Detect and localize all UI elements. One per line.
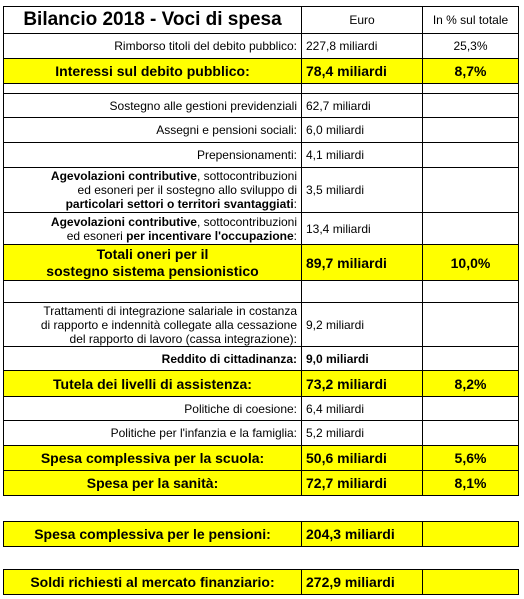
table-row: [4, 118, 519, 143]
row-label: Trattamenti di integrazione salariale in costanza di rapporto e indennità collegate alla cessazione del rapporto di lavoro (cassa integrazione):: [4, 303, 302, 347]
row-value: 89,7 miliardi: [302, 245, 423, 281]
table-row: [4, 168, 519, 213]
table-row: [4, 94, 519, 118]
row-label: Assegni e pensioni sociali:: [4, 118, 302, 143]
pensioni-percent: [423, 522, 519, 547]
row-label: Spesa per la sanità:: [4, 471, 302, 496]
row-value: 73,2 miliardi: [302, 371, 423, 397]
row-label: Interessi sul debito pubblico:: [4, 59, 302, 84]
row-label: Agevolazioni contributive, sottocontribuzioni ed esoneri per incentivare l'occupazione:: [4, 213, 302, 245]
row-percent: [423, 347, 519, 371]
row-percent: [423, 118, 519, 143]
row-label: Reddito di cittadinanza:: [4, 347, 302, 371]
row-label: Politiche di coesione:: [4, 397, 302, 421]
row-value: 13,4 miliardi: [302, 213, 423, 245]
table-row: [4, 303, 519, 347]
row-label: Tutela dei livelli di assistenza:: [4, 371, 302, 397]
header-percent: In % sul totale: [423, 7, 519, 34]
row-value: 62,7 miliardi: [302, 94, 423, 118]
row-percent: [423, 143, 519, 168]
row-value: 9,2 miliardi: [302, 303, 423, 347]
mercato-percent: [423, 570, 519, 595]
budget-table: [3, 6, 519, 496]
row-percent: 8,2%: [423, 371, 519, 397]
row-percent: [423, 94, 519, 118]
row-label: Politiche per l'infanzia e la famiglia:: [4, 421, 302, 446]
pensioni-table: [3, 521, 519, 547]
table-row-highlight: [4, 446, 519, 471]
row-value: 5,2 miliardi: [302, 421, 423, 446]
table-row: [4, 397, 519, 421]
row-label: Rimborso titoli del debito pubblico:: [4, 34, 302, 59]
header-row: [4, 7, 519, 34]
row-label: Prepensionamenti:: [4, 143, 302, 168]
row-value: 72,7 miliardi: [302, 471, 423, 496]
pensioni-value: 204,3 miliardi: [302, 522, 423, 547]
row-value: 3,5 miliardi: [302, 168, 423, 213]
pensioni-label: Spesa complessiva per le pensioni:: [4, 522, 302, 547]
row-value: 6,4 miliardi: [302, 397, 423, 421]
row-label: Spesa complessiva per la scuola:: [4, 446, 302, 471]
row-percent: [423, 213, 519, 245]
mercato-label: Soldi richiesti al mercato finanziario:: [4, 570, 302, 595]
header-euro: Euro: [302, 7, 423, 34]
row-percent: [423, 303, 519, 347]
row-percent: [423, 168, 519, 213]
mercato-table: [3, 569, 519, 595]
table-row: [4, 143, 519, 168]
table-row-highlight: [4, 371, 519, 397]
table-row-highlight: [4, 471, 519, 496]
table-row-highlight: [4, 522, 519, 547]
row-value: 4,1 miliardi: [302, 143, 423, 168]
table-row: [4, 34, 519, 59]
row-percent: 10,0%: [423, 245, 519, 281]
table-row-highlight: [4, 245, 519, 281]
row-value: 9,0 miliardi: [302, 347, 423, 371]
row-label: Agevolazioni contributive, sottocontribuzioni ed esoneri per il sostegno allo sviluppo di particolari settori o territori svantaggiati:: [4, 168, 302, 213]
row-percent: [423, 397, 519, 421]
row-value: 6,0 miliardi: [302, 118, 423, 143]
table-title: Bilancio 2018 - Voci di spesa: [4, 7, 302, 34]
table-row: [4, 347, 519, 371]
row-percent: 8,1%: [423, 471, 519, 496]
table-row: [4, 421, 519, 446]
row-value: 78,4 miliardi: [302, 59, 423, 84]
row-percent: 8,7%: [423, 59, 519, 84]
spacer-row: [4, 84, 519, 94]
row-label: Sostegno alle gestioni previdenziali: [4, 94, 302, 118]
mercato-value: 272,9 miliardi: [302, 570, 423, 595]
row-value: 227,8 miliardi: [302, 34, 423, 59]
row-percent: [423, 421, 519, 446]
row-percent: 5,6%: [423, 446, 519, 471]
spacer-row: [4, 281, 519, 303]
row-label: Totali oneri per il sostegno sistema pensionistico: [4, 245, 302, 281]
row-percent: 25,3%: [423, 34, 519, 59]
table-row: [4, 213, 519, 245]
row-value: 50,6 miliardi: [302, 446, 423, 471]
table-row-highlight: [4, 570, 519, 595]
table-row-highlight: [4, 59, 519, 84]
